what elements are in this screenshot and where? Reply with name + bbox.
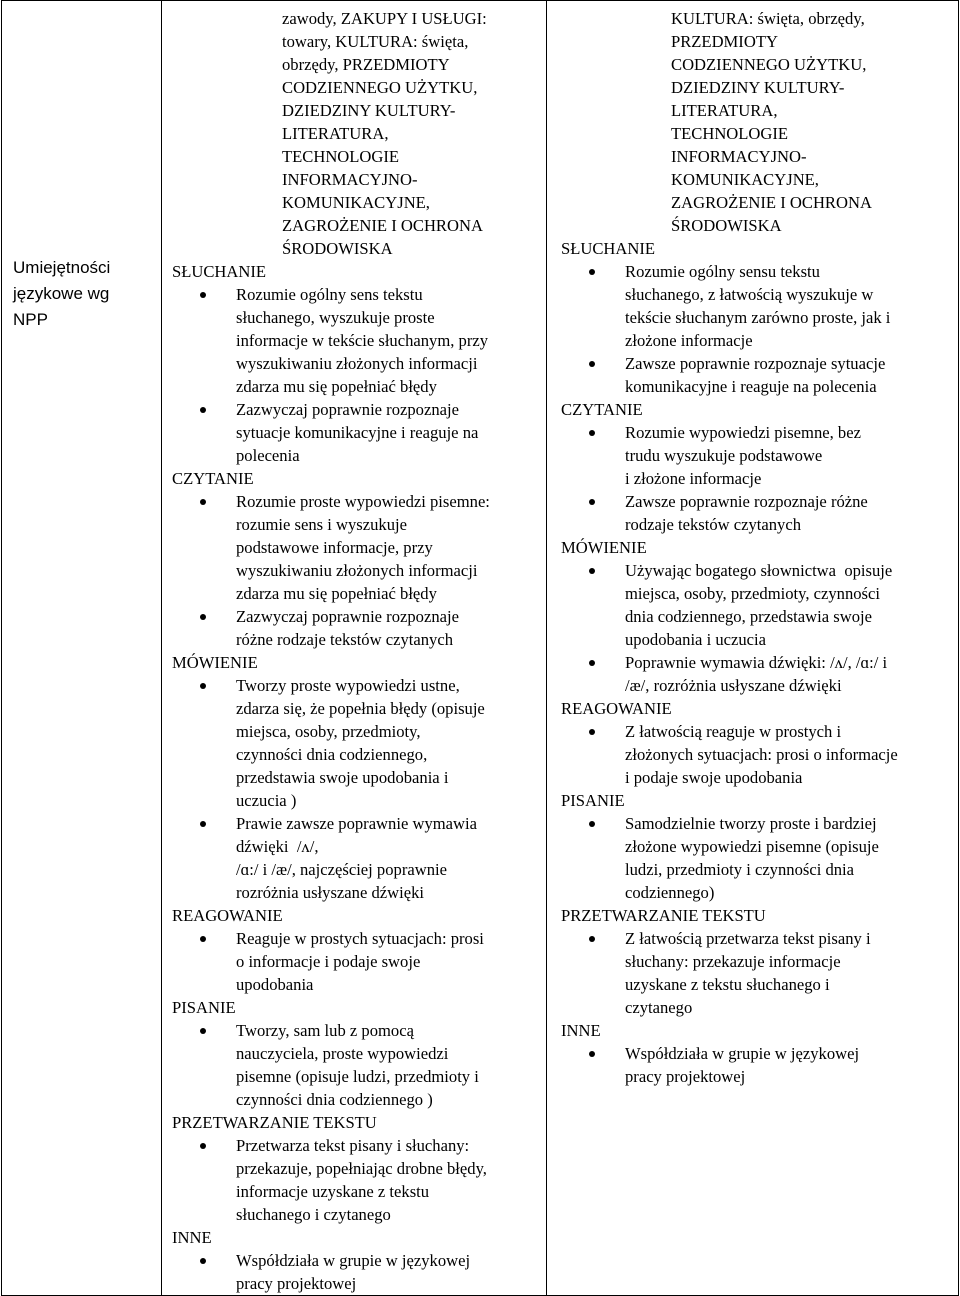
list-item — [172, 927, 538, 996]
skill-section — [172, 996, 538, 1111]
bullet-icon — [200, 614, 206, 620]
bullet-text-line: uzyskane z tekstu słuchanego i — [625, 975, 830, 994]
bullet-text-line: Zazwyczaj poprawnie rozpoznaje — [236, 607, 459, 626]
skill-section — [172, 1226, 538, 1295]
bullet-list — [172, 490, 538, 651]
bullet-text-line: miejsca, osoby, przedmioty, czynności — [625, 584, 880, 603]
bullet-text-line: ludzi, przedmioty i czynności dnia — [625, 860, 855, 879]
bullet-text-line: Poprawnie wymawia dźwięki: /ʌ/, /ɑ:/ i — [625, 653, 888, 672]
bullet-text-line: /ɑ:/ i /æ/, najczęściej poprawnie — [236, 860, 447, 879]
level-column-basic — [162, 1, 547, 1296]
skills-label-cell — [2, 1, 162, 1296]
bullet-text-line: Zazwyczaj poprawnie rozpoznaje — [236, 400, 459, 419]
level-column-advanced — [547, 1, 959, 1296]
section-heading: CZYTANIE — [561, 400, 643, 419]
section-heading: PRZETWARZANIE TEKSTU — [561, 906, 766, 925]
bullet-icon — [200, 936, 206, 942]
section-heading: REAGOWANIE — [561, 699, 672, 718]
table-row — [2, 1, 959, 1296]
bullet-text-line: dźwięki /ʌ/, — [236, 837, 319, 856]
bullet-text-line: złożone informacje — [625, 331, 753, 350]
skills-label-line: NPP — [13, 310, 48, 329]
skill-section — [561, 398, 950, 536]
skill-section — [172, 904, 538, 996]
topic-line: obrzędy, PRZEDMIOTY — [282, 55, 450, 74]
bullet-text-line: słuchanego, wyszukuje proste — [236, 308, 435, 327]
bullet-text-line: pracy projektowej — [625, 1067, 746, 1086]
bullet-text-line: miejsca, osoby, przedmioty, — [236, 722, 421, 741]
bullet-text-line: pisemne (opisuje ludzi, przedmioty i — [236, 1067, 479, 1086]
topic-line: KULTURA: święta, obrzędy, — [671, 9, 865, 28]
bullet-icon — [200, 499, 206, 505]
topic-line: ZAGROŻENIE I OCHRONA — [282, 216, 483, 235]
list-item — [561, 651, 950, 697]
skill-section — [172, 651, 538, 904]
topic-line: ŚRODOWISKA — [671, 216, 782, 235]
bullet-list — [172, 674, 538, 904]
bullet-text-line: Używając bogatego słownictwa opisuje — [625, 561, 893, 580]
topic-line: CODZIENNEGO UŻYTKU, — [282, 78, 478, 97]
list-item — [172, 674, 538, 812]
bullet-text-line: Rozumie wypowiedzi pisemne, bez — [625, 423, 861, 442]
list-item — [172, 490, 538, 605]
bullet-text-line: upodobania — [236, 975, 314, 994]
bullet-text-line: czynności dnia codziennego, — [236, 745, 428, 764]
skill-section — [561, 1019, 950, 1088]
bullet-list — [172, 1134, 538, 1226]
section-heading: CZYTANIE — [172, 469, 254, 488]
bullet-text-line: podstawowe informacje, przy — [236, 538, 433, 557]
list-item — [172, 398, 538, 467]
topic-line: KOMUNIKACYJNE, — [282, 193, 430, 212]
bullet-text-line: Przetwarza tekst pisany i słuchany: — [236, 1136, 470, 1155]
section-heading: SŁUCHANIE — [172, 262, 267, 281]
list-item — [561, 260, 950, 352]
bullet-text-line: Rozumie ogólny sens tekstu — [236, 285, 423, 304]
section-heading: PISANIE — [172, 998, 236, 1017]
section-heading: PRZETWARZANIE TEKSTU — [172, 1113, 377, 1132]
bullet-text-line: złożone wypowiedzi pisemne (opisuje — [625, 837, 879, 856]
bullet-text-line: polecenia — [236, 446, 300, 465]
topic-line: PRZEDMIOTY — [671, 32, 778, 51]
bullet-text-line: przedstawia swoje upodobania i — [236, 768, 449, 787]
skills-label-line: Umiejętności — [13, 258, 111, 277]
bullet-text-line: czynności dnia codziennego ) — [236, 1090, 433, 1109]
skill-section — [561, 697, 950, 789]
list-item — [561, 927, 950, 1019]
bullet-text-line: informacje uzyskane z tekstu — [236, 1182, 430, 1201]
bullet-text-line: Reaguje w prostych sytuacjach: prosi — [236, 929, 484, 948]
topics-list — [172, 7, 538, 260]
topic-line: KOMUNIKACYJNE, — [671, 170, 819, 189]
section-heading: INNE — [561, 1021, 601, 1040]
topic-line: CODZIENNEGO UŻYTKU, — [671, 55, 867, 74]
bullet-icon — [589, 361, 595, 367]
topic-line: zawody, ZAKUPY I USŁUGI: — [282, 9, 487, 28]
list-item — [172, 1134, 538, 1226]
bullet-icon — [200, 407, 206, 413]
list-item — [561, 421, 950, 490]
list-item — [561, 559, 950, 651]
bullet-text-line: słuchanego, z łatwością wyszukuje w — [625, 285, 874, 304]
bullet-text-line: trudu wyszukuje podstawowe — [625, 446, 823, 465]
bullet-text-line: czytanego — [625, 998, 693, 1017]
bullet-list — [561, 421, 950, 536]
bullet-text-line: zdarza mu się popełniać błędy — [236, 584, 437, 603]
bullet-list — [172, 927, 538, 996]
list-item — [172, 605, 538, 651]
bullet-icon — [200, 1258, 206, 1264]
bullet-list — [561, 812, 950, 904]
bullet-text-line: upodobania i uczucia — [625, 630, 766, 649]
bullet-icon — [589, 729, 595, 735]
bullet-text-line: Tworzy, sam lub z pomocą — [236, 1021, 414, 1040]
bullet-icon — [200, 1143, 206, 1149]
list-item — [561, 720, 950, 789]
section-heading: MÓWIENIE — [561, 538, 647, 557]
bullet-text-line: zdarza się, że popełnia błędy (opisuje — [236, 699, 485, 718]
bullet-text-line: Rozumie ogólny sensu tekstu — [625, 262, 820, 281]
topic-line: ŚRODOWISKA — [282, 239, 393, 258]
section-heading: REAGOWANIE — [172, 906, 283, 925]
skill-section — [561, 789, 950, 904]
skill-section — [172, 1111, 538, 1226]
bullet-icon — [589, 936, 595, 942]
list-item — [172, 812, 538, 904]
list-item — [172, 1019, 538, 1111]
skill-section — [172, 467, 538, 651]
bullet-text-line: pracy projektowej — [236, 1274, 357, 1293]
bullet-text-line: Zawsze poprawnie rozpoznaje różne — [625, 492, 868, 511]
bullet-icon — [200, 683, 206, 689]
bullet-icon — [589, 499, 595, 505]
skills-table — [1, 0, 959, 1296]
bullet-text-line: i podaje swoje upodobania — [625, 768, 803, 787]
bullet-icon — [200, 821, 206, 827]
bullet-text-line: różne rodzaje tekstów czytanych — [236, 630, 453, 649]
bullet-text-line: informacje w tekście słuchanym, przy — [236, 331, 489, 350]
list-item — [561, 490, 950, 536]
bullet-text-line: wyszukiwaniu złożonych informacji — [236, 561, 478, 580]
bullet-list — [172, 1249, 538, 1295]
list-item — [172, 283, 538, 398]
bullet-text-line: nauczyciela, proste wypowiedzi — [236, 1044, 449, 1063]
bullet-text-line: złożonych sytuacjach: prosi o informacje — [625, 745, 898, 764]
bullet-icon — [589, 821, 595, 827]
section-heading: INNE — [172, 1228, 212, 1247]
skill-section — [561, 904, 950, 1019]
bullet-list — [172, 1019, 538, 1111]
bullet-text-line: słuchanego i czytanego — [236, 1205, 391, 1224]
topic-line: ZAGROŻENIE I OCHRONA — [671, 193, 872, 212]
bullet-text-line: rozumie sens i wyszukuje — [236, 515, 407, 534]
bullet-icon — [200, 1028, 206, 1034]
bullet-icon — [589, 660, 595, 666]
skill-section — [561, 536, 950, 697]
bullet-text-line: i złożone informacje — [625, 469, 762, 488]
topics-list — [561, 7, 950, 237]
bullet-list — [561, 559, 950, 697]
bullet-text-line: Zawsze poprawnie rozpoznaje sytuacje — [625, 354, 886, 373]
bullet-text-line: wyszukiwaniu złożonych informacji — [236, 354, 478, 373]
skill-section — [561, 237, 950, 398]
topic-line: TECHNOLOGIE — [282, 147, 400, 166]
topic-line: INFORMACYJNO- — [671, 147, 807, 166]
topic-line: TECHNOLOGIE — [671, 124, 789, 143]
topic-line: INFORMACYJNO- — [282, 170, 418, 189]
bullet-text-line: Z łatwością przetwarza tekst pisany i — [625, 929, 871, 948]
bullet-text-line: Współdziała w grupie w językowej — [625, 1044, 860, 1063]
bullet-text-line: dnia codziennego, przedstawia swoje — [625, 607, 872, 626]
bullet-text-line: Współdziała w grupie w językowej — [236, 1251, 471, 1270]
topic-line: LITERATURA, — [671, 101, 778, 120]
bullet-icon — [200, 292, 206, 298]
skills-label-line: językowe wg — [13, 284, 110, 303]
bullet-text-line: Rozumie proste wypowiedzi pisemne: — [236, 492, 490, 511]
bullet-list — [561, 720, 950, 789]
bullet-text-line: sytuacje komunikacyjne i reaguje na — [236, 423, 479, 442]
list-item — [561, 1042, 950, 1088]
section-heading: PISANIE — [561, 791, 625, 810]
bullet-icon — [589, 269, 595, 275]
topic-line: DZIEDZINY KULTURY- — [282, 101, 456, 120]
bullet-text-line: Samodzielnie tworzy proste i bardziej — [625, 814, 877, 833]
bullet-icon — [589, 1051, 595, 1057]
bullet-text-line: komunikacyjne i reaguje na polecenia — [625, 377, 877, 396]
topic-line: towary, KULTURA: święta, — [282, 32, 469, 51]
bullet-text-line: Prawie zawsze poprawnie wymawia — [236, 814, 477, 833]
list-item — [561, 352, 950, 398]
bullet-text-line: Tworzy proste wypowiedzi ustne, — [236, 676, 460, 695]
bullet-icon — [589, 430, 595, 436]
bullet-list — [561, 1042, 950, 1088]
bullet-list — [172, 283, 538, 467]
topic-line: DZIEDZINY KULTURY- — [671, 78, 845, 97]
bullet-text-line: Z łatwością reaguje w prostych i — [625, 722, 842, 741]
bullet-list — [561, 260, 950, 398]
list-item — [561, 812, 950, 904]
bullet-text-line: codziennego) — [625, 883, 715, 902]
bullet-text-line: przekazuje, popełniając drobne błędy, — [236, 1159, 487, 1178]
bullet-text-line: uczucia ) — [236, 791, 297, 810]
topic-line: LITERATURA, — [282, 124, 389, 143]
bullet-text-line: /æ/, rozróżnia usłyszane dźwięki — [625, 676, 842, 695]
bullet-text-line: zdarza mu się popełniać błędy — [236, 377, 437, 396]
bullet-text-line: tekście słuchanym zarówno proste, jak i — [625, 308, 891, 327]
list-item — [172, 1249, 538, 1295]
bullet-text-line: słuchany: przekazuje informacje — [625, 952, 841, 971]
skill-section — [172, 260, 538, 467]
bullet-icon — [589, 568, 595, 574]
bullet-text-line: o informacje i podaje swoje — [236, 952, 421, 971]
section-heading: MÓWIENIE — [172, 653, 258, 672]
bullet-text-line: rozróżnia usłyszane dźwięki — [236, 883, 424, 902]
section-heading: SŁUCHANIE — [561, 239, 656, 258]
bullet-list — [561, 927, 950, 1019]
bullet-text-line: rodzaje tekstów czytanych — [625, 515, 802, 534]
